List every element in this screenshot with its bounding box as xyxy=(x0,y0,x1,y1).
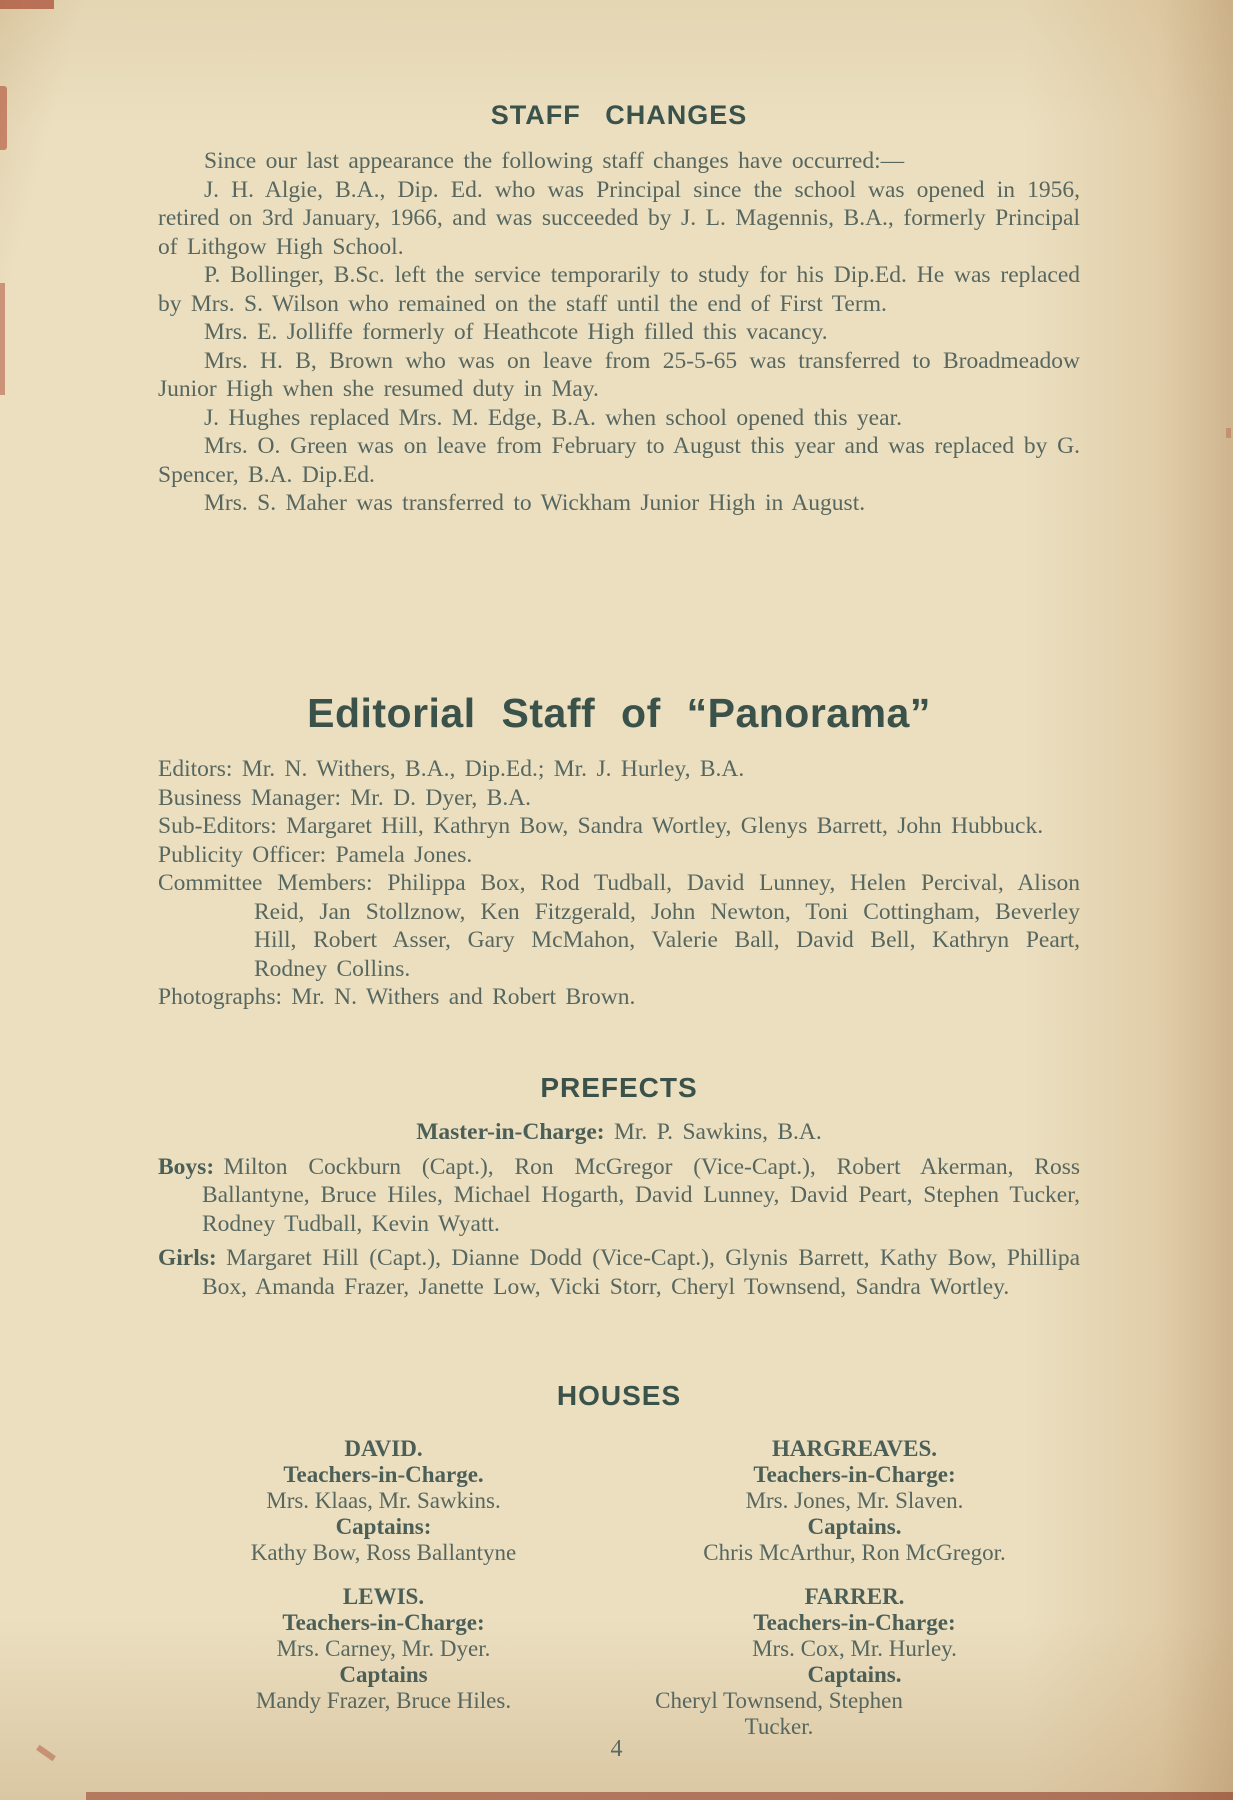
house-lewis xyxy=(158,1584,609,1740)
house-david xyxy=(158,1436,609,1566)
staff-changes-section xyxy=(158,100,1080,518)
captains-names: Chris McArthur, Ron McGregor. xyxy=(703,1540,1006,1565)
staff-changes-paragraph: Mrs. O. Green was on leave from February to August this year and was replaced by G. Spencer, B.A. Dip.Ed. xyxy=(158,433,1080,488)
staff-changes-paragraph: Mrs. S. Maher was transferred to Wickham Junior High in August. xyxy=(204,490,866,516)
staff-changes-paragraph: Since our last appearance the following staff changes have occurred:— xyxy=(204,148,905,174)
binding-edge-mark xyxy=(0,283,5,395)
captains-names: Kathy Bow, Ross Ballantyne xyxy=(250,1540,517,1565)
staff-changes-title: STAFF CHANGES xyxy=(490,100,748,130)
staff-changes-paragraph: P. Bollinger, B.Sc. left the service temporarily to study for his Dip.Ed. He was replaced by Mrs. S. Wilson who remained on the staff until the end of First Term. xyxy=(158,262,1080,317)
staff-changes-paragraph: Mrs. H. B, Brown who was on leave from 25-5-65 was transferred to Broadmeadow Junior High when she resumed duty in May. xyxy=(158,347,1080,402)
editorial-line-sub-editors: Sub-Editors: Margaret Hill, Kathryn Bow, Sandra Wortley, Glenys Barrett, John Hubbuck. xyxy=(158,813,1044,839)
editorial-line-editors: Editors: Mr. N. Withers, B.A., Dip.Ed.; Mr. J. Hurley, B.A. xyxy=(158,756,745,782)
staff-changes-paragraph: Mrs. E. Jolliffe formerly of Heathcote High filled this vacancy. xyxy=(204,319,828,345)
editorial-line-publicity-officer: Publicity Officer: Pamela Jones. xyxy=(158,841,473,868)
teachers-in-charge-label: Teachers-in-Charge: xyxy=(753,1462,956,1487)
editorial-staff-section xyxy=(158,690,1080,1012)
girls-label: Girls: xyxy=(158,1245,217,1271)
binding-edge-mark xyxy=(86,1792,1233,1800)
staff-changes-paragraph: J. H. Algie, B.A., Dip. Ed. who was Principal since the school was opened in 1956, retired on 3rd January, 1966, and was succeeded by J. L. Magennis, B.A., formerly Principal of Lithgow High School. xyxy=(158,176,1080,260)
master-in-charge-label: Master-in-Charge: xyxy=(416,1119,605,1145)
editorial-line-business-manager: Business Manager: Mr. D. Dyer, B.A. xyxy=(158,784,532,811)
house-name: DAVID. xyxy=(344,1436,423,1461)
houses-title: HOUSES xyxy=(556,1380,682,1411)
teachers-names: Mrs. Jones, Mr. Slaven. xyxy=(745,1488,964,1513)
editorial-line-committee-members: Committee Members: Philippa Box, Rod Tudball, David Lunney, Helen Percival, Alison Reid, Jan Stollznow, Ken Fitzgerald, John Newton, Toni Cottingham, Beverley Hill, Robert Asser, Gary McMahon, Valerie Ball, David Bell, Kathryn Peart, Rodney Collins. xyxy=(158,870,1080,982)
house-name: FARRER. xyxy=(804,1584,905,1609)
editorial-line-photographs: Photographs: Mr. N. Withers and Robert Brown. xyxy=(158,984,636,1010)
houses-grid xyxy=(158,1436,1080,1740)
girls-names: Margaret Hill (Capt.), Dianne Dodd (Vice-Capt.), Glynis Barrett, Kathy Bow, Phillipa Box, Amanda Frazer, Janette Low, Vicki Storr, Cheryl Townsend, Sandra Wortley. xyxy=(202,1245,1080,1300)
captains-names: Mandy Frazer, Bruce Hiles. xyxy=(255,1688,512,1713)
page-number: 4 xyxy=(610,1736,623,1762)
teachers-in-charge-label: Teachers-in-Charge. xyxy=(283,1462,484,1487)
teachers-names: Mrs. Carney, Mr. Dyer. xyxy=(276,1636,491,1661)
master-in-charge-line xyxy=(158,1118,1080,1147)
master-in-charge-name: Mr. P. Sawkins, B.A. xyxy=(614,1119,822,1145)
binding-edge-mark xyxy=(1226,428,1231,438)
teachers-in-charge-label: Teachers-in-Charge: xyxy=(282,1610,485,1635)
house-name: LEWIS. xyxy=(342,1584,425,1609)
house-hargreaves xyxy=(629,1436,1080,1566)
captains-label: Captains. xyxy=(807,1514,902,1539)
teachers-names: Mrs. Cox, Mr. Hurley. xyxy=(752,1636,957,1661)
prefects-girls-line xyxy=(158,1244,1080,1301)
houses-section xyxy=(158,1380,1080,1740)
prefects-title: PREFECTS xyxy=(540,1072,698,1103)
captains-names: Cheryl Townsend, Stephen Tucker. xyxy=(655,1688,903,1739)
teachers-names: Mrs. Klaas, Mr. Sawkins. xyxy=(266,1488,501,1513)
editorial-title: Editorial Staff of “Panorama” xyxy=(307,690,931,736)
house-farrer xyxy=(629,1584,1080,1740)
captains-label: Captains: xyxy=(335,1514,432,1539)
captains-label: Captains. xyxy=(807,1662,902,1687)
binding-edge-mark xyxy=(0,86,7,150)
binding-edge-mark xyxy=(0,0,54,9)
captains-label: Captains xyxy=(339,1662,428,1687)
prefects-section xyxy=(158,1072,1080,1301)
staff-changes-paragraph: J. Hughes replaced Mrs. M. Edge, B.A. when school opened this year. xyxy=(204,404,902,431)
boys-names: Milton Cockburn (Capt.), Ron McGregor (Vice-Capt.), Robert Akerman, Ross Ballantyne, Bruce Hiles, Michael Hogarth, David Lunney, David Peart, Stephen Tucker, Rodney Tudball, Kevin Wyatt. xyxy=(202,1153,1080,1237)
prefects-boys-line xyxy=(158,1153,1080,1239)
boys-label: Boys: xyxy=(158,1153,215,1180)
house-name: HARGREAVES. xyxy=(771,1436,938,1461)
teachers-in-charge-label: Teachers-in-Charge: xyxy=(753,1610,956,1635)
